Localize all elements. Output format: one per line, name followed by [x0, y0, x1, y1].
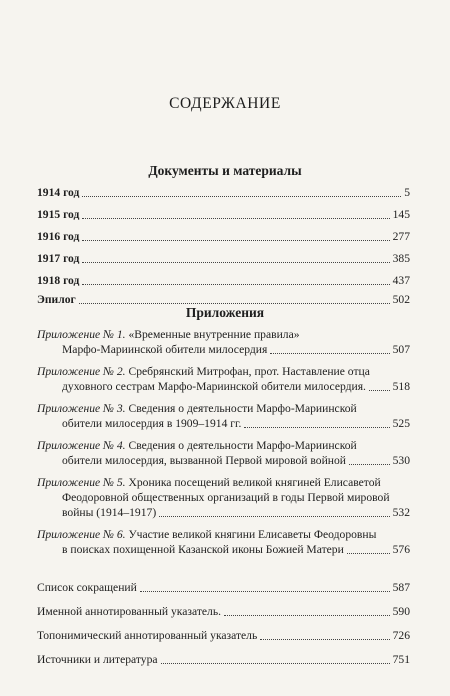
toc-entry-1918[interactable] — [37, 273, 410, 288]
dot-leader — [79, 302, 390, 304]
appendix-entry-6[interactable] — [37, 527, 410, 557]
appendix-entry-3[interactable] — [37, 401, 410, 431]
appendix-title-cont: обители милосердия, вызванной Первой мировой войной — [62, 454, 346, 467]
appendix-number: Приложение № 2. — [37, 365, 126, 378]
toc-entry-label: Эпилог — [37, 293, 76, 306]
toc-entry-sources[interactable] — [37, 652, 410, 667]
dot-leader — [159, 515, 389, 517]
appendix-entry-2[interactable] — [37, 364, 410, 394]
toc-entry-page: 385 — [392, 252, 410, 265]
appendix-number: Приложение № 3. — [37, 402, 126, 415]
appendix-entry-1[interactable] — [37, 327, 410, 357]
toc-entry-page: 437 — [392, 274, 410, 287]
appendix-title-cont: в поисках похищенной Казанской иконы Божией Матери — [62, 543, 344, 556]
dot-leader — [260, 638, 389, 640]
appendix-number: Приложение № 5. — [37, 476, 126, 489]
appendix-number: Приложение № 4. — [37, 439, 126, 452]
toc-entry-1914[interactable] — [37, 185, 410, 200]
dot-leader — [82, 283, 389, 285]
toc-entry-page: 532 — [392, 506, 410, 519]
appendix-title-cont: войны (1914–1917) — [62, 506, 157, 519]
appendix-title: Сребрянский Митрофан, прот. Наставление отца — [125, 365, 370, 378]
appendix-title-cont: обители милосердия в 1909–1914 гг. — [62, 417, 242, 430]
toc-entry-page: 507 — [392, 343, 410, 356]
toc-entry-label: Топонимический аннотированный указатель — [37, 629, 258, 642]
toc-entry-label: Источники и литература — [37, 653, 158, 666]
toc-entry-page: 576 — [392, 543, 410, 556]
dot-leader — [140, 590, 390, 592]
toc-entry-page: 277 — [392, 230, 410, 243]
toc-entry-page: 726 — [392, 629, 410, 642]
toc-entry-page: 525 — [392, 417, 410, 430]
toc-entry-label: Список сокращений — [37, 581, 137, 594]
toc-entry-1915[interactable] — [37, 207, 410, 222]
toc-entry-page: 518 — [392, 380, 410, 393]
dot-leader — [82, 261, 389, 263]
toc-entry-abbreviations[interactable] — [37, 580, 410, 595]
dot-leader — [161, 662, 390, 664]
appendix-title: Сведения о деятельности Марфо-Мариинской — [125, 402, 357, 415]
documents-heading: Документы и материалы — [148, 163, 302, 178]
dot-leader — [224, 614, 390, 616]
toc-entry-1916[interactable] — [37, 229, 410, 244]
appendix-entry-4[interactable] — [37, 438, 410, 468]
toc-entry-page: 5 — [404, 186, 410, 199]
toc-entry-label: 1917 год — [37, 252, 80, 265]
appendix-number: Приложение № 6. — [37, 528, 126, 541]
dot-leader — [349, 463, 390, 465]
toc-entry-label: 1914 год — [37, 186, 80, 199]
dot-leader — [270, 352, 389, 354]
appendix-title-cont: Феодоровной общественных организаций в годы Первой мировой — [62, 491, 390, 504]
dot-leader — [82, 195, 401, 197]
toc-entry-page: 590 — [392, 605, 410, 618]
dot-leader — [82, 239, 389, 241]
appendix-title: «Временные внутренние правила» — [125, 328, 300, 341]
page-title: СОДЕРЖАНИЕ — [169, 95, 281, 112]
toc-entry-label: 1916 год — [37, 230, 80, 243]
toc-entry-page: 145 — [392, 208, 410, 221]
toc-entry-name-index[interactable] — [37, 604, 410, 619]
appendices-heading: Приложения — [185, 305, 265, 320]
appendix-number: Приложение № 1. — [37, 328, 126, 341]
appendix-title: Участие великой княгини Елисаветы Феодоровны — [125, 528, 377, 541]
appendix-title-cont: духовного сестрам Марфо-Мариинской обители милосердия. — [62, 380, 366, 393]
toc-entry-page: 751 — [392, 653, 410, 666]
toc-entry-label: 1915 год — [37, 208, 80, 221]
toc-entry-place-index[interactable] — [37, 628, 410, 643]
toc-entry-page: 587 — [392, 581, 410, 594]
dot-leader — [347, 552, 390, 554]
toc-entry-page: 530 — [392, 454, 410, 467]
appendix-title: Хроника посещений великой княгиней Елисаветой — [125, 476, 381, 489]
dot-leader — [82, 217, 389, 219]
dot-leader — [244, 426, 389, 428]
appendix-title-cont: Марфо-Мариинской обители милосердия — [62, 343, 268, 356]
toc-entry-page: 502 — [392, 293, 410, 306]
dot-leader — [369, 389, 390, 391]
appendix-title: Сведения о деятельности Марфо-Мариинской — [125, 439, 357, 452]
toc-entry-label: Именной аннотированный указатель. — [37, 605, 222, 618]
appendix-entry-5[interactable] — [37, 475, 410, 520]
toc-entry-label: 1918 год — [37, 274, 80, 287]
toc-entry-1917[interactable] — [37, 251, 410, 266]
